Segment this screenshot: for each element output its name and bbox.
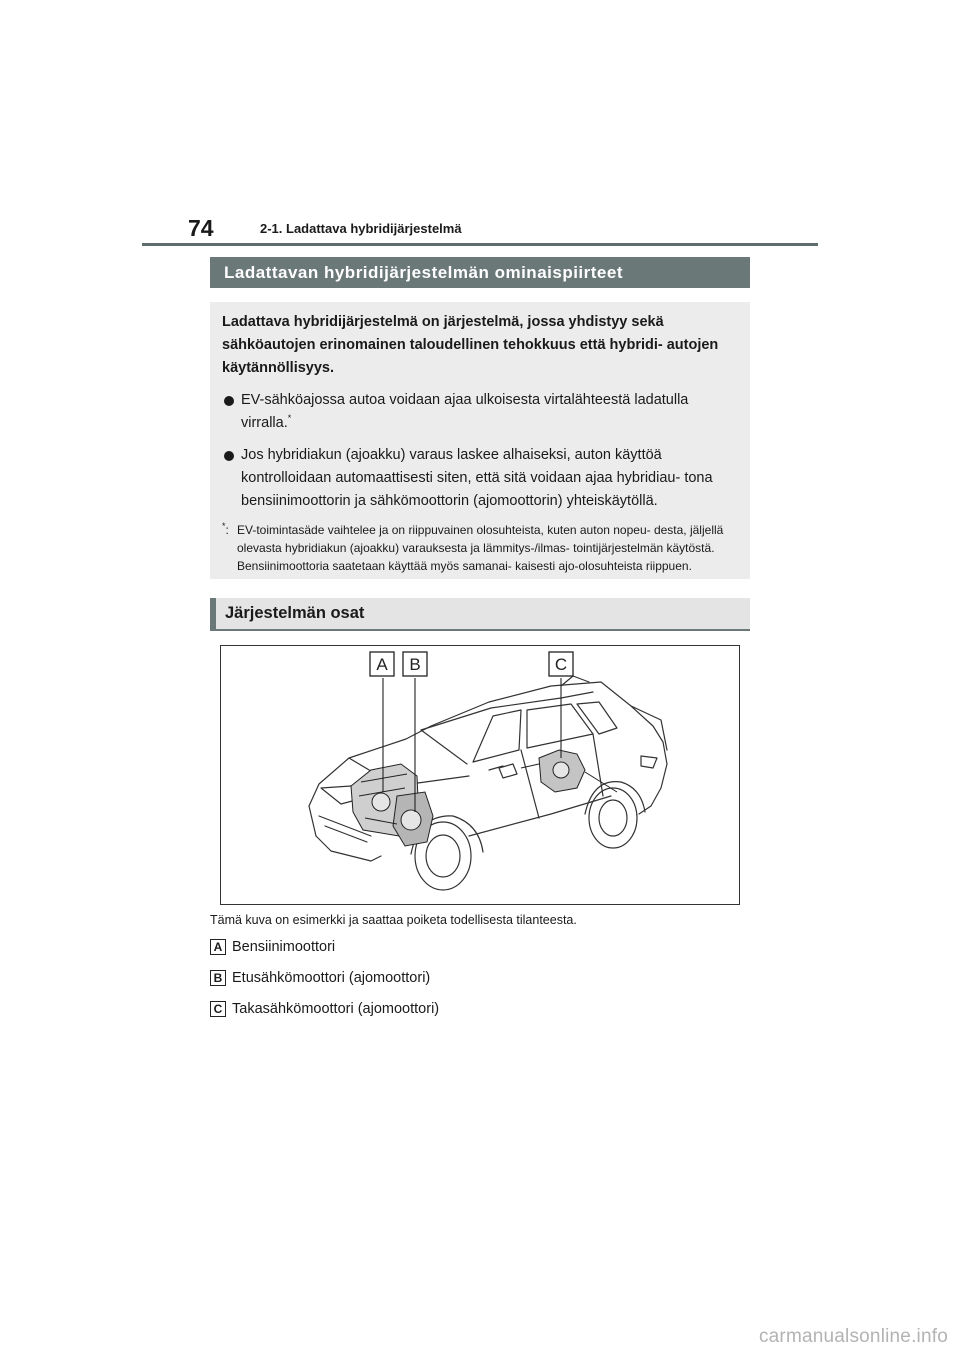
section-heading-features: Ladattavan hybridijärjestelmän ominaispiirteet xyxy=(210,257,750,288)
callout-label-b: B xyxy=(409,655,421,674)
footnote-mark: *: xyxy=(222,521,229,537)
callout-label-a: A xyxy=(376,655,388,674)
components-legend xyxy=(210,936,439,1029)
bullet-dot-icon xyxy=(224,451,234,461)
callout-label-c: C xyxy=(554,655,568,674)
features-box xyxy=(210,302,750,579)
legend-key: B xyxy=(210,970,226,986)
intro-text: Ladattava hybridijärjestelmä on järjestelmä, jossa yhdistyy sekä sähköautojen erinomainen taloudellinen tehokkuus että hybridi- autojen käytännöllisyys. xyxy=(222,314,719,376)
section-heading-components: Järjestelmän osat xyxy=(210,598,750,631)
watermark: carmanualsonline.info xyxy=(758,1326,948,1347)
header-rule xyxy=(142,243,818,246)
vehicle-drawing xyxy=(221,646,738,903)
bullet-text: EV-sähköajossa autoa voidaan ajaa ulkoisesta virtalähteestä ladatulla virralla.* xyxy=(241,392,689,431)
legend-item xyxy=(210,967,439,989)
legend-label: Takasähkömoottori (ajomoottori) xyxy=(232,1001,440,1017)
footnote-reference: * xyxy=(287,413,292,424)
rear-wheel xyxy=(589,788,637,848)
page-number: 74 xyxy=(188,215,214,241)
footnote xyxy=(222,521,738,575)
legend-key: A xyxy=(210,939,226,955)
bullet-text: Jos hybridiakun (ajoakku) varaus laskee alhaiseksi, auton käyttöä kontrolloidaan automaattisesti siten, että sitä voidaan ajaa hybridiau- tona bensiinimoottorin ja sähkömoottorin (ajomoottorin) yhteiskäytöllä. xyxy=(241,447,713,509)
figure-caption: Tämä kuva on esimerkki ja saattaa poiketa todellisesta tilanteesta. xyxy=(210,913,577,927)
bullet-item xyxy=(222,444,738,513)
bullet-dot-icon xyxy=(224,396,234,406)
bullet-item xyxy=(222,389,738,435)
footnote-text: EV-toimintasäde vaihtelee ja on riippuvainen olosuhteista, kuten auton nopeu- desta, jäljellä olevasta hybridiakun (ajoakku) varauksesta ja lämmitys-/ilmas- tointijärjestelmän käytöstä. Bensiinimoottoria saatetaan käyttää myös samanai- kaisesti ajo-olosuhteista riippuen. xyxy=(237,523,724,573)
legend-item xyxy=(210,936,439,958)
vehicle-illustration xyxy=(220,645,740,905)
legend-label: Bensiinimoottori xyxy=(232,939,336,955)
legend-item xyxy=(210,998,439,1020)
legend-label: Etusähkömoottori (ajomoottori) xyxy=(232,970,431,986)
legend-key: C xyxy=(210,1001,226,1017)
section-path: 2-1. Ladattava hybridijärjestelmä xyxy=(260,221,462,236)
